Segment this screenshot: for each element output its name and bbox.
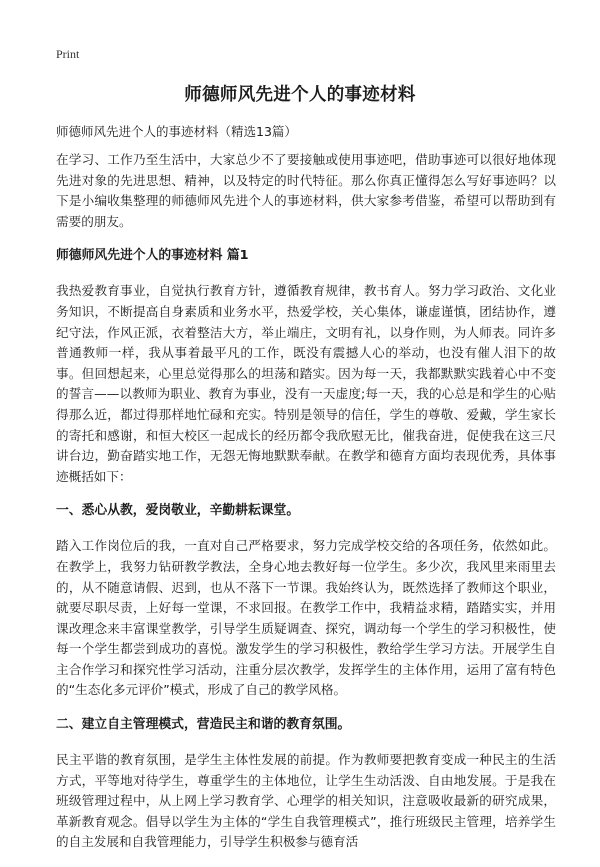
section-2-heading: 二、建立自主管理模式，营造民主和谐的教育氛围。 xyxy=(56,717,351,733)
section-1-heading: 一、悉心从教，爱岗敬业，辛勤耕耘课堂。 xyxy=(56,503,300,519)
intro-paragraph: 在学习、工作乃至生活中，大家总少不了要接触或使用事迹吧，借助事迹可以很好地体现先进对象的先进思想、精神，以及特定的时代特征。那么你真正懂得怎么写好事迹吗？以下是小编收集整理的师德师风先进个人的事迹材料，供大家参考借鉴，希望可以帮助到有需要的朋友。 xyxy=(56,152,556,229)
section-2-paragraph: 民主平谐的教育氛围，是学生主体性发展的前提。作为教师要把教育变成一种民主的生活方式，平等地对待学生，尊重学生的主体地位，让学生生动活泼、自由地发展。于是我在班级管理过程中，从上网上学习教育学、心理学的相关知识，注意吸收最新的研究成果，革新教育观念。倡导以学生为主体的“学生自我管理模式”，推行班级民主管理，培养学生的自主发展和自我管理能力，引导学生积极参与德育活 xyxy=(56,752,556,850)
article-content xyxy=(56,150,556,867)
section-1-paragraph: 踏入工作岗位后的我，一直对自己严格要求，努力完成学校交给的各项任务，依然如此。在教学上，我努力钻研教学教法，全身心地去教好每一位学生。多少次，我风里来雨里去的，从不随意请假、迟到，也从不落下一节课。我始终认为，既然选择了教师这个职业，就要尽职尽责，上好每一堂课，不求回报。在教学工作中，我精益求精，踏踏实实，并用课改理念来丰富课堂教学，引导学生质疑调查、探究，调动每一个学生的学习积极性，使每一个学生都尝到成功的喜悦。激发学生的学习积极性，教给学生学习方法。开展学生自主合作学习和探究性学习活动，注重分层次教学，发挥学生的主体作用，运用了富有特色的“生态化多元评价”模式，形成了自己的教学风格。 xyxy=(56,538,556,698)
print-link[interactable]: Print xyxy=(56,47,80,61)
page-title: 师德师风先进个人的事迹材料 xyxy=(184,85,416,105)
article-heading: 师德师风先进个人的事迹材料 篇1 xyxy=(56,248,249,264)
article-paragraph-1: 我热爱教育事业，自觉执行教育方针，遵循教育规律，教书育人。努力学习政治、文化业务知识，不断提高自身素质和业务水平，热爱学校，关心集体，谦虚谨慎，团结协作，遵纪守法，作风正派，衣着整洁大方，举止端庄，文明有礼，以身作则，为人师表。同许多普通教师一样，我从事着最平凡的工作，既没有震撼人心的举动，也没有催人泪下的故事。但回想起来，心里总觉得那么的坦荡和踏实。因为每一天，我都默默实践着心中不变的誓言——以教师为职业、教育为事业，没有一天虚度;每一天，我的心总是和学生的心贴得那么近，都过得那样地忙碌和充实。特别是领导的信任，学生的尊敬、爱戴，学生家长的寄托和感谢，和恒大校区一起成长的经历都令我欣慰无比，催我奋进，促使我在这三尺讲台边，勤奋踏实地工作，无怨无悔地默默奉献。在教学和德育方面均表现优秀，具体事迹概括如下： xyxy=(56,283,556,484)
document-subtitle: 师德师风先进个人的事迹材料（精选13篇） xyxy=(56,124,297,139)
